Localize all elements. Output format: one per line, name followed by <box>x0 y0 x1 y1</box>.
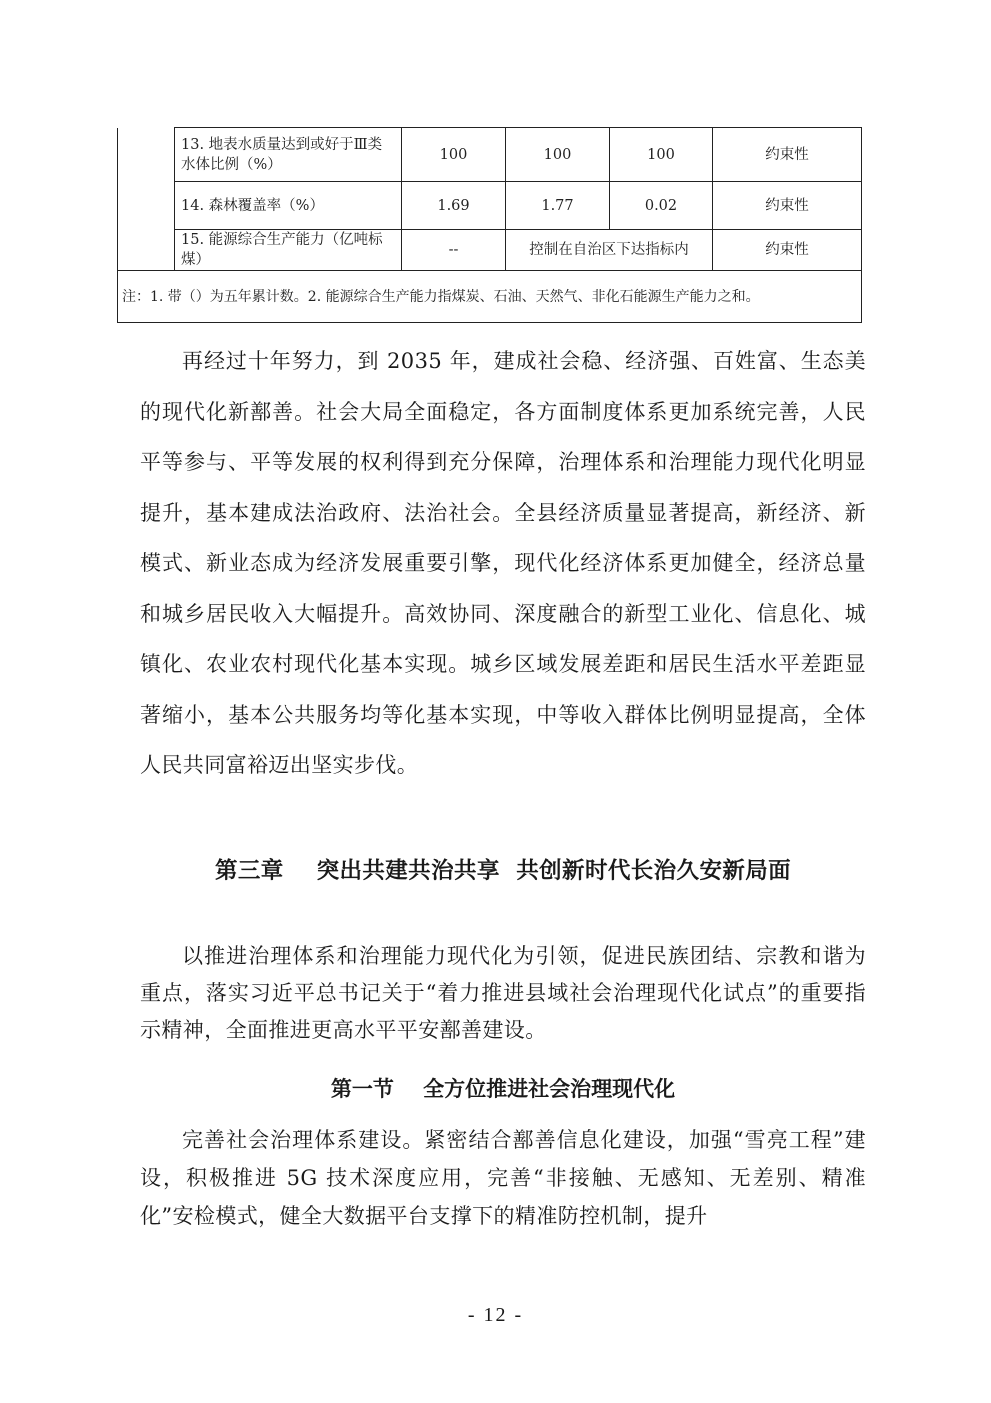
table-note: 注：1. 带（）为五年累计数。2. 能源综合生产能力指煤炭、石油、天然气、非化石能源生产能力之和。 <box>118 271 862 323</box>
table-row <box>118 230 862 271</box>
category-cell <box>118 128 175 271</box>
value-cell: 100 <box>402 128 506 182</box>
page-number: - 12 - <box>467 1304 524 1326</box>
merged-value-cell: 控制在自治区下达指标内 <box>506 230 713 271</box>
value-cell: -- <box>402 230 506 271</box>
value-cell: 100 <box>610 128 713 182</box>
indicator-table <box>117 127 862 323</box>
table-row <box>118 182 862 230</box>
indicator-cell: 14. 森林覆盖率（%） <box>175 182 402 230</box>
paragraph-social-governance: 完善社会治理体系建设。紧密结合鄯善信息化建设，加强“雪亮工程”建设，积极推进 5G 技术深度应用，完善“非接触、无感知、无差别、精准化”安检模式，健全大数据平台支撑下的精准防控机制，提升 <box>140 1128 866 1228</box>
indicator-cell: 15. 能源综合生产能力（亿吨标煤） <box>175 230 402 271</box>
attribute-cell: 约束性 <box>713 128 862 182</box>
value-cell: 1.77 <box>506 182 610 230</box>
section-title: 第一节 全方位推进社会治理现代化 <box>330 1077 676 1101</box>
paragraph-chapter-intro: 以推进治理体系和治理能力现代化为引领，促进民族团结、宗教和谐为重点，落实习近平总书记关于“着力推进县域社会治理现代化试点”的重要指示精神，全面推进更高水平平安鄯善建设。 <box>140 944 866 1042</box>
paragraph-vision-2035: 再经过十年努力，到 2035 年，建成社会稳、经济强、百姓富、生态美的现代化新鄯善。社会大局全面稳定，各方面制度体系更加系统完善，人民平等参与、平等发展的权利得到充分保障，治理体系和治理能力现代化明显提升，基本建成法治政府、法治社会。全县经济质量显著提高，新经济、新模式、新业态成为经济发展重要引擎，现代化经济体系更加健全，经济总量和城乡居民收入大幅提升。高效协同、深度融合的新型工业化、信息化、城镇化、农业农村现代化基本实现。城乡区域发展差距和居民生活水平差距显著缩小，基本公共服务均等化基本实现，中等收入群体比例明显提高，全体人民共同富裕迈出坚实步伐。 <box>140 349 866 777</box>
value-cell: 100 <box>506 128 610 182</box>
attribute-cell: 约束性 <box>713 182 862 230</box>
attribute-cell: 约束性 <box>713 230 862 271</box>
indicator-cell: 13. 地表水质量达到或好于Ⅲ类水体比例（%） <box>175 128 402 182</box>
value-cell: 0.02 <box>610 182 713 230</box>
chapter-title: 第三章 突出共建共治共享 共创新时代长治久安新局面 <box>214 858 792 884</box>
table-note-row <box>118 271 862 323</box>
table-row <box>118 128 862 182</box>
value-cell: 1.69 <box>402 182 506 230</box>
